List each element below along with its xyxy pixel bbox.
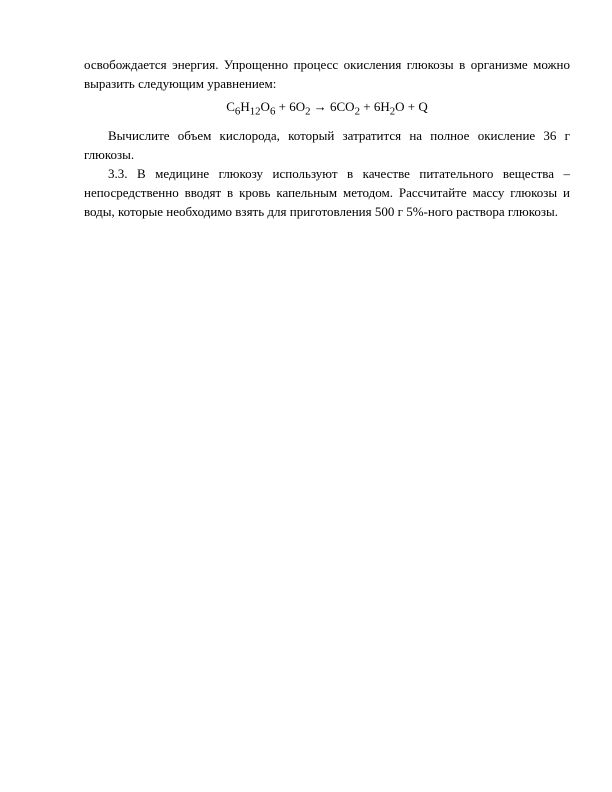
paragraph-energy-release: освобождается энергия. Упрощенно процесс окисления глюкозы в организме можно выразить следующим уравнением: [84,57,570,91]
eq-h2o-sub: 2 [389,105,396,118]
paragraph-task-3-3: 3.3. В медицине глюкозу используют в качестве питательного вещества – непосредственно вводят в кровь капельным методом. Рассчитайте массу глюкозы и воды, которые необходимо взять для приготовления 500 г 5%-ного раствора глюкозы. [84,165,570,219]
eq-plus-oxygen: + 6O [275,99,306,114]
eq-o-sub: 6 [269,105,276,118]
eq-o2-sub: 2 [305,105,311,118]
eq-h: H [240,99,250,114]
eq-co2-sub: 2 [354,105,360,118]
paragraph-oxygen-volume-task: Вычислите объем кислорода, который затратится на полное окисление 36 г глюкозы. [84,127,570,162]
eq-c: C [226,99,235,114]
eq-h-sub: 12 [249,105,261,118]
eq-plus-water: + 6H [360,99,390,114]
eq-arrow-co2: → 6CO [310,99,355,114]
document-page [84,55,570,221]
eq-o: O [260,99,270,114]
eq-tail: O + Q [395,99,428,114]
glucose-oxidation-equation [84,97,570,122]
eq-c-sub: 6 [234,105,241,118]
